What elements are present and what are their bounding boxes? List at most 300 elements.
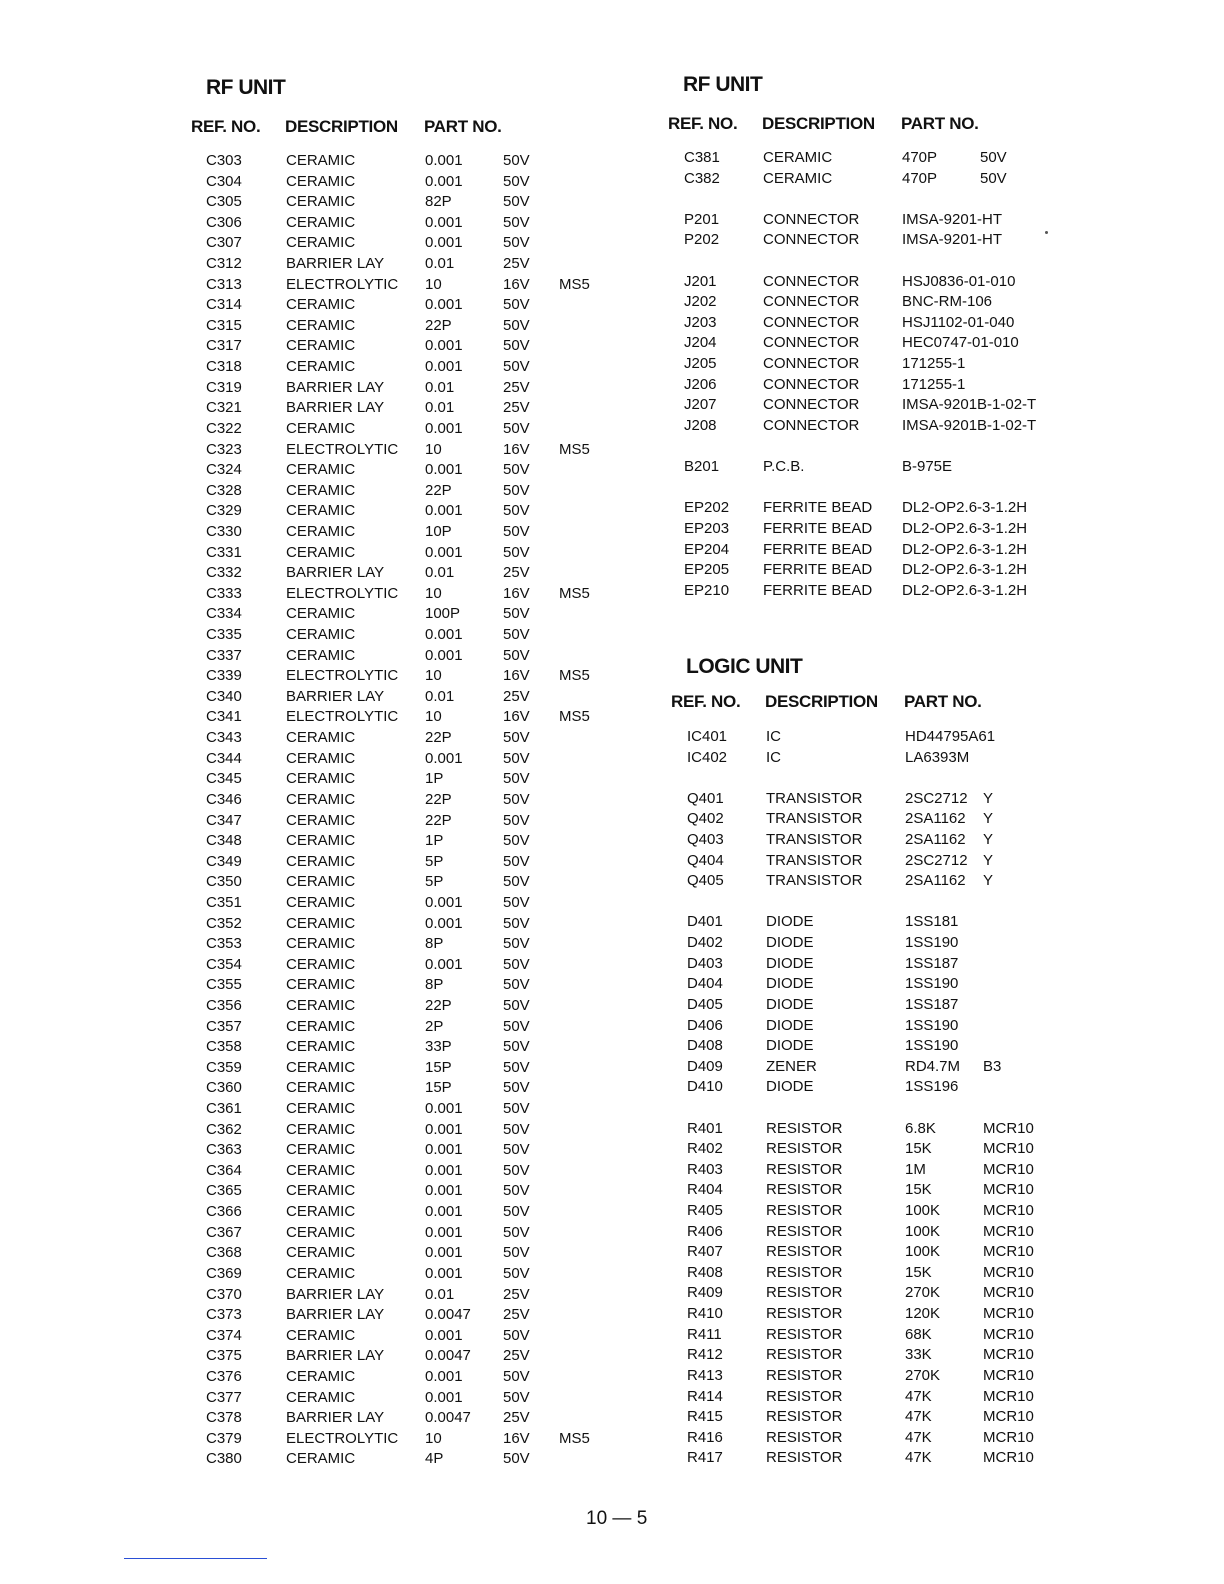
ref-no-cell: J206 [684,375,717,393]
part-value-cell: 1P [425,832,444,850]
voltage-cell: 50V [503,358,530,376]
part-value-cell: 0.001 [425,893,463,911]
ref-no-cell: C345 [206,770,242,788]
part-no-cell: RD4.7M [905,1057,961,1075]
description-cell: CERAMIC [286,152,356,169]
ref-no-cell: C313 [206,275,242,293]
ref-no-cell: C334 [206,605,242,623]
voltage-cell: 50V [503,832,530,850]
part-value-cell: 0.001 [425,749,463,767]
part-value-cell: 0.001 [425,1244,463,1262]
table-row [0,210,1224,231]
rank-cell: MCR10 [983,1284,1034,1302]
speck-mark [1045,231,1048,234]
part-value-cell: 10 [425,1429,442,1447]
ref-no-cell: C331 [206,543,242,561]
table-row [0,1057,1224,1078]
table-row [0,1263,1224,1284]
description-cell: CERAMIC [286,1203,356,1221]
description-cell: CONNECTOR [763,416,860,434]
voltage-cell: 50V [503,1141,530,1159]
table-row [0,1387,1224,1408]
part-no-cell: 1SS190 [905,1037,959,1055]
description-cell: RESISTOR [766,1408,843,1426]
part-value-cell: 33P [425,1038,452,1056]
description-cell: RESISTOR [766,1222,843,1240]
voltage-cell: 50V [503,914,530,932]
table-row [0,912,1224,933]
page-number: 10 — 5 [586,1508,648,1529]
voltage-cell: 50V [503,1182,530,1200]
rank-cell: MCR10 [983,1243,1034,1261]
voltage-cell: 50V [503,461,530,479]
description-cell: CONNECTOR [763,334,860,352]
table-row [0,871,1224,892]
ref-no-cell: C317 [206,337,242,355]
voltage-cell: 50V [503,605,530,623]
part-value-cell: 10 [425,440,442,458]
ref-no-cell: C329 [206,502,242,520]
table-row [0,230,1224,251]
part-no-cell: 100K [905,1222,941,1240]
description-cell: CONNECTOR [763,396,860,414]
ref-no-cell: D410 [687,1078,723,1096]
description-cell: RESISTOR [766,1366,843,1384]
part-value-cell: 0.001 [425,646,463,664]
voltage-cell: 50V [503,935,530,953]
ref-no-cell: C365 [206,1182,242,1200]
voltage-cell: 50V [503,1161,530,1179]
table-row [0,148,1224,169]
voltage-cell: 50V [503,1450,530,1468]
ref-no-cell: C319 [206,378,242,396]
ref-no-cell: R404 [687,1181,723,1199]
type-cell: MS5 [559,440,590,458]
table-row [0,954,1224,975]
description-cell: FERRITE BEAD [763,499,873,517]
left-section-title: RF UNIT [206,76,286,99]
description-cell: BARRIER LAY [286,378,385,396]
rating-cell: 50V [980,169,1007,187]
rank-cell: MCR10 [983,1202,1034,1220]
ref-no-cell: P202 [684,231,720,249]
description-cell: ELECTROLYTIC [286,584,399,602]
description-cell: CERAMIC [286,976,356,994]
left-header-desc: DESCRIPTION [285,117,398,136]
table-row [0,1283,1224,1304]
right-rf-header-desc: DESCRIPTION [762,114,875,133]
ref-no-cell: C346 [206,790,242,808]
ref-no-cell: R412 [687,1346,723,1364]
rf-spacer [0,189,1224,210]
part-value-cell: 82P [425,193,452,211]
ref-no-cell: R407 [687,1243,723,1261]
part-value-cell: 0.001 [425,626,463,644]
ref-no-cell: C366 [206,1203,242,1221]
table-row [0,1222,1224,1243]
part-value-cell: 0.001 [425,419,463,437]
voltage-cell: 50V [503,811,530,829]
table-row [0,625,620,646]
description-cell: RESISTOR [766,1305,843,1323]
part-value-cell: 0.001 [425,1120,463,1138]
table-row [0,604,620,625]
part-no-cell: 470P [902,149,938,166]
description-cell: TRANSISTOR [766,851,863,869]
ref-no-cell: J208 [684,416,717,434]
part-value-cell: 4P [425,1450,444,1468]
part-value-cell: 5P [425,852,444,870]
ref-no-cell: R408 [687,1263,723,1281]
description-cell: CERAMIC [286,1058,356,1076]
table-row [0,748,1224,769]
part-no-cell: IMSA-9201-HT [902,210,1003,228]
description-cell: RESISTOR [766,1119,843,1137]
ref-no-cell: C379 [206,1429,242,1447]
voltage-cell: 50V [503,1264,530,1282]
ref-no-cell: C358 [206,1038,242,1056]
description-cell: CERAMIC [286,1326,356,1344]
voltage-cell: 16V [503,275,530,293]
table-row [0,416,1224,437]
part-value-cell: 2P [425,1017,444,1035]
part-no-cell: 1SS196 [905,1078,959,1096]
voltage-cell: 50V [503,790,530,808]
description-cell: IC [766,748,781,766]
part-value-cell: 1P [425,770,444,788]
part-value-cell: 0.001 [425,337,463,355]
ref-no-cell: C369 [206,1264,242,1282]
part-value-cell: 0.001 [425,461,463,479]
part-value-cell: 0.001 [425,152,463,169]
description-cell: RESISTOR [766,1140,843,1158]
description-cell: CERAMIC [286,522,356,540]
description-cell: CERAMIC [286,1450,356,1468]
description-cell: BARRIER LAY [286,564,385,582]
table-row [0,974,1224,995]
part-no-cell: 1SS181 [905,913,959,931]
ref-no-cell: C361 [206,1100,242,1118]
ref-no-cell: C351 [206,893,242,911]
rank-cell: MCR10 [983,1140,1034,1158]
voltage-cell: 16V [503,440,530,458]
part-value-cell: 0.001 [425,358,463,376]
voltage-cell: 25V [503,1306,530,1324]
part-value-cell: 0.001 [425,1264,463,1282]
description-cell: CONNECTOR [763,231,860,249]
description-cell: CERAMIC [286,893,356,911]
ref-no-cell: EP202 [684,499,730,517]
part-no-cell: 100K [905,1202,941,1220]
voltage-cell: 50V [503,234,530,252]
part-no-cell: 47K [905,1428,932,1446]
description-cell: CERAMIC [286,1120,356,1138]
part-no-cell: IMSA-9201B-1-02-T [902,396,1037,414]
description-cell: DIODE [766,1016,814,1034]
ref-no-cell: R403 [687,1160,723,1178]
table-row [0,1036,1224,1057]
description-cell: CERAMIC [286,770,356,788]
description-cell: ELECTROLYTIC [286,667,399,685]
table-row [0,646,620,667]
table-row [0,375,1224,396]
description-cell: CERAMIC [286,1141,356,1159]
logic-spacer [0,892,1224,913]
table-row [0,707,620,728]
rank-cell: MCR10 [983,1428,1034,1446]
part-no-cell: 15K [905,1181,932,1199]
voltage-cell: 50V [503,193,530,211]
rf-spacer [0,478,1224,499]
part-no-cell: LA6393M [905,748,970,766]
part-value-cell: 0.001 [425,234,463,252]
ref-no-cell: C332 [206,564,242,582]
description-cell: CERAMIC [286,1161,356,1179]
voltage-cell: 50V [503,1017,530,1035]
part-no-cell: 68K [905,1325,932,1343]
description-cell: BARRIER LAY [286,1306,385,1324]
part-no-cell: 1SS190 [905,934,959,952]
description-cell: RESISTOR [766,1243,843,1261]
part-value-cell: 100P [425,605,461,623]
part-no-cell: HEC0747-01-010 [902,334,1019,352]
description-cell: RESISTOR [766,1428,843,1446]
description-cell: DIODE [766,995,814,1013]
right-rf-parts-table [0,148,1224,601]
part-value-cell: 22P [425,996,452,1014]
ref-no-cell: C382 [684,169,720,187]
ref-no-cell: R417 [687,1449,723,1467]
description-cell: ZENER [766,1057,817,1075]
rank-cell: MCR10 [983,1305,1034,1323]
part-value-cell: 0.001 [425,1161,463,1179]
table-row [0,789,1224,810]
voltage-cell: 50V [503,1244,530,1262]
table-row [0,1366,1224,1387]
voltage-cell: 50V [503,1388,530,1406]
description-cell: TRANSISTOR [766,789,863,807]
description-cell: RESISTOR [766,1284,843,1302]
ref-no-cell: Q401 [687,789,724,807]
ref-no-cell: C356 [206,996,242,1014]
description-cell: CERAMIC [286,935,356,953]
table-row [0,540,1224,561]
description-cell: CERAMIC [286,1223,356,1241]
part-no-cell: 470P [902,169,938,187]
description-cell: RESISTOR [766,1346,843,1364]
table-row [0,1242,1224,1263]
voltage-cell: 50V [503,646,530,664]
part-value-cell: 10 [425,275,442,293]
part-value-cell: 22P [425,790,452,808]
type-cell: MS5 [559,708,590,726]
ref-no-cell: C340 [206,687,242,705]
description-cell: RESISTOR [766,1449,843,1467]
ref-no-cell: R415 [687,1408,723,1426]
description-cell: CONNECTOR [763,313,860,331]
part-no-cell: 15K [905,1263,932,1281]
rank-cell: Y [983,831,994,849]
description-cell: CERAMIC [286,481,356,499]
description-cell: CERAMIC [286,811,356,829]
description-cell: CERAMIC [763,169,833,187]
voltage-cell: 50V [503,1367,530,1385]
part-value-cell: 0.01 [425,1285,455,1303]
logic-spacer [0,1098,1224,1119]
part-value-cell: 0.001 [425,1326,463,1344]
part-value-cell: 15P [425,1079,452,1097]
part-value-cell: 0.001 [425,1182,463,1200]
ref-no-cell: C330 [206,522,242,540]
description-cell: CERAMIC [286,729,356,747]
logic-header-desc: DESCRIPTION [765,692,878,711]
description-cell: RESISTOR [766,1160,843,1178]
description-cell: CERAMIC [286,955,356,973]
table-row [0,333,1224,354]
table-row [0,1428,1224,1449]
ref-no-cell: C343 [206,729,242,747]
rank-cell: MCR10 [983,1263,1034,1281]
part-no-cell: 1M [905,1160,926,1178]
ref-no-cell: C324 [206,461,242,479]
voltage-cell: 50V [503,873,530,891]
description-cell: CERAMIC [286,543,356,561]
right-rf-header-ref: REF. NO. [668,114,738,133]
voltage-cell: 50V [503,770,530,788]
rf-spacer [0,251,1224,272]
table-row [0,272,1224,293]
voltage-cell: 50V [503,1326,530,1344]
logic-section-title: LOGIC UNIT [686,655,803,678]
table-row [0,809,1224,830]
ref-no-cell: J202 [684,293,717,311]
part-no-cell: 2SA1162 [905,831,966,849]
ref-no-cell: C376 [206,1367,242,1385]
part-value-cell: 15P [425,1058,452,1076]
ref-no-cell: C337 [206,646,242,664]
description-cell: FERRITE BEAD [763,581,873,599]
ref-no-cell: R414 [687,1387,723,1405]
ref-no-cell: C377 [206,1388,242,1406]
ref-no-cell: C305 [206,193,242,211]
part-no-cell: 120K [905,1305,941,1323]
ref-no-cell: R416 [687,1428,723,1446]
table-row [0,354,1224,375]
ref-no-cell: J204 [684,334,717,352]
table-row [0,1016,1224,1037]
description-cell: CERAMIC [286,1038,356,1056]
rank-cell: Y [983,789,994,807]
table-row [0,687,620,708]
voltage-cell: 25V [503,1285,530,1303]
ref-no-cell: C344 [206,749,242,767]
description-cell: BARRIER LAY [286,399,385,417]
voltage-cell: 50V [503,1120,530,1138]
description-cell: CERAMIC [286,1182,356,1200]
voltage-cell: 50V [503,626,530,644]
ref-no-cell: D404 [687,975,723,993]
description-cell: CERAMIC [286,1264,356,1282]
description-cell: IC [766,728,781,745]
table-row [0,292,1224,313]
ref-no-cell: Q405 [687,872,724,890]
description-cell: CERAMIC [286,1100,356,1118]
table-row [0,581,1224,602]
part-no-cell: 270K [905,1366,941,1384]
part-value-cell: 8P [425,935,444,953]
voltage-cell: 50V [503,296,530,314]
part-value-cell: 10 [425,584,442,602]
ref-no-cell: C321 [206,399,242,417]
voltage-cell: 50V [503,419,530,437]
description-cell: DIODE [766,934,814,952]
voltage-cell: 25V [503,1409,530,1427]
table-row [0,313,1224,334]
ref-no-cell: C318 [206,358,242,376]
ref-no-cell: C364 [206,1161,242,1179]
ref-no-cell: C304 [206,172,242,190]
footer-rule [124,1558,267,1559]
type-cell: MS5 [559,275,590,293]
part-value-cell: 8P [425,976,444,994]
rank-cell: MCR10 [983,1387,1034,1405]
description-cell: ELECTROLYTIC [286,708,399,726]
description-cell: P.C.B. [763,458,805,476]
ref-no-cell: IC402 [687,748,728,766]
ref-no-cell: C350 [206,873,242,891]
description-cell: BARRIER LAY [286,255,385,273]
ref-no-cell: C375 [206,1347,242,1365]
part-value-cell: 0.01 [425,564,455,582]
part-no-cell: DL2-OP2.6-3-1.2H [902,561,1028,579]
ref-no-cell: C354 [206,955,242,973]
ref-no-cell: C360 [206,1079,242,1097]
part-value-cell: 0.001 [425,543,463,561]
part-value-cell: 22P [425,811,452,829]
description-cell: ELECTROLYTIC [286,440,399,458]
ref-no-cell: C370 [206,1285,242,1303]
ref-no-cell: D402 [687,934,723,952]
rank-cell: MCR10 [983,1366,1034,1384]
description-cell: CERAMIC [286,646,356,664]
part-value-cell: 0.001 [425,1203,463,1221]
description-cell: RESISTOR [766,1181,843,1199]
rank-cell: MCR10 [983,1181,1034,1199]
description-cell: DIODE [766,1078,814,1096]
voltage-cell: 50V [503,1058,530,1076]
part-value-cell: 0.001 [425,296,463,314]
type-cell: MS5 [559,667,590,685]
description-cell: DIODE [766,954,814,972]
description-cell: DIODE [766,975,814,993]
part-value-cell: 0.001 [425,502,463,520]
ref-no-cell: C374 [206,1326,242,1344]
description-cell: CERAMIC [286,1079,356,1097]
voltage-cell: 16V [503,708,530,726]
table-row [0,457,1224,478]
part-value-cell: 0.001 [425,955,463,973]
description-cell: CONNECTOR [763,355,860,373]
description-cell: CERAMIC [286,873,356,891]
table-row [0,1304,1224,1325]
description-cell: CERAMIC [286,419,356,437]
part-no-cell: BNC-RM-106 [902,293,993,311]
ref-no-cell: C352 [206,914,242,932]
ref-no-cell: EP203 [684,519,730,537]
part-value-cell: 0.001 [425,213,463,231]
description-cell: FERRITE BEAD [763,540,873,558]
ref-no-cell: J203 [684,313,717,331]
